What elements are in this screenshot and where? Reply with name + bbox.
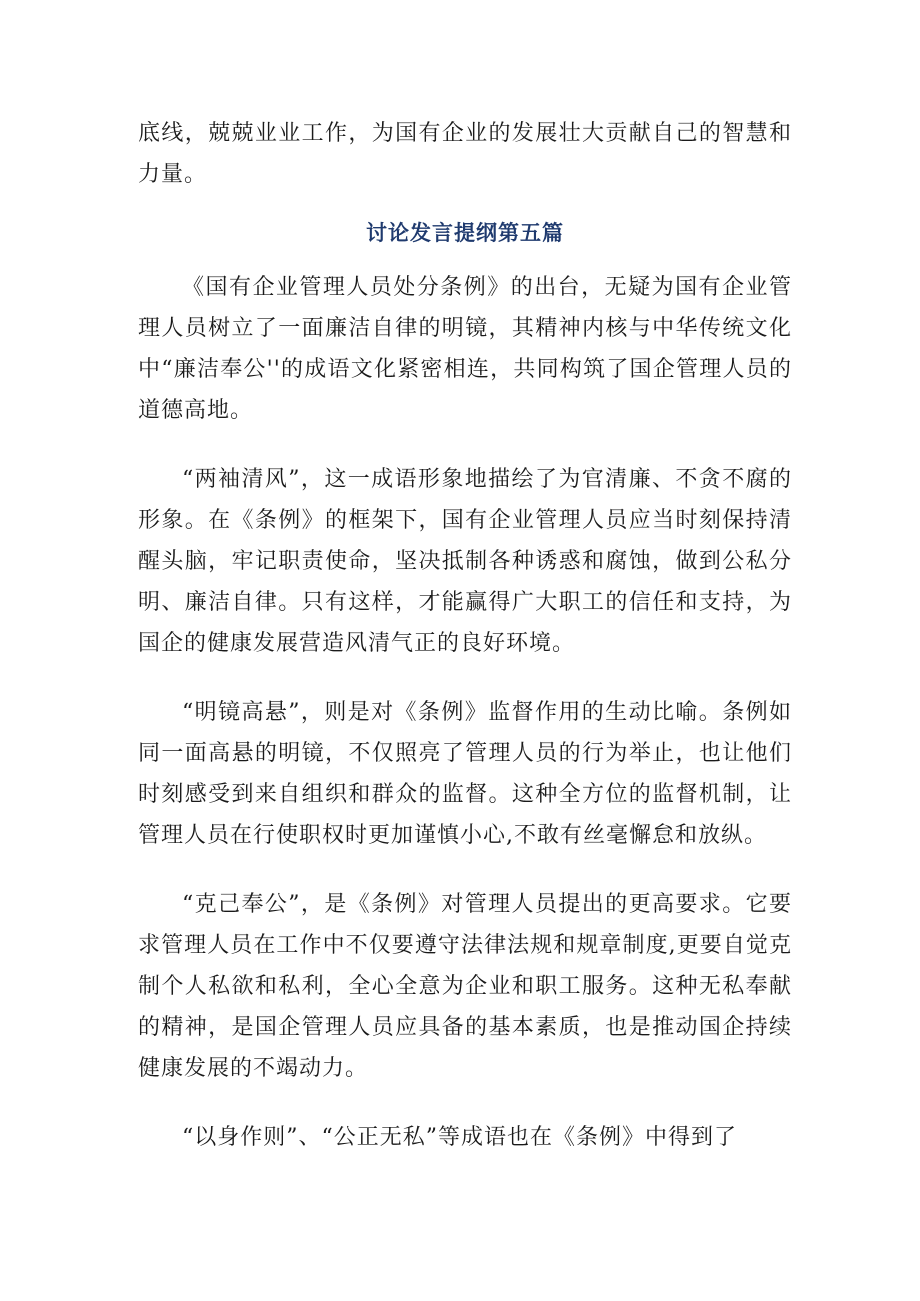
body-paragraph-2: “两袖清风”，这一成语形象地描绘了为官清廉、不贪不腐的形象。在《条例》的框架下，国有企业管理人员应当时刻保持清醒头脑，牢记职责使命，坚决抵制各种诱惑和腐蚀，做到公私分明、廉洁自律。只有这样，才能赢得广大职工的信任和支持，为国企的健康发展营造风清气正的良好环境。 [138, 467, 792, 656]
document-page [138, 113, 792, 1158]
continuation-paragraph: 底线，兢兢业业工作，为国有企业的发展壮大贡献自己的智慧和力量。 [138, 121, 792, 187]
body-paragraph-1: 《国有企业管理人员处分条例》的出台，无疑为国有企业管理人员树立了一面廉洁自律的明镜，其精神内核与中华传统文化中“廉洁奉公''的成语文化紧密相连，共同构筑了国企管理人员的道德高地。 [138, 275, 792, 423]
body-paragraph-4: “克己奉公”，是《条例》对管理人员提出的更高要求。它要求管理人员在工作中不仅要遵守法律法规和规章制度,更要自觉克制个人私欲和私利，全心全意为企业和职工服务。这种无私奉献的精神，是国企管理人员应具备的基本素质，也是推动国企持续健康发展的不竭动力。 [138, 892, 792, 1081]
body-paragraph-3: “明镜高悬”，则是对《条例》监督作用的生动比喻。条例如同一面高悬的明镜，不仅照亮了管理人员的行为举止，也让他们时刻感受到来自组织和群众的监督。这种全方位的监督机制，让管理人员在行使职权时更加谨慎小心,不敢有丝毫懈怠和放纵。 [138, 700, 792, 848]
section-title: 讨论发言提纲第五篇 [366, 220, 564, 245]
body-paragraph-5: “以身作则”、“公正无私”等成语也在《条例》中得到了 [182, 1125, 737, 1150]
